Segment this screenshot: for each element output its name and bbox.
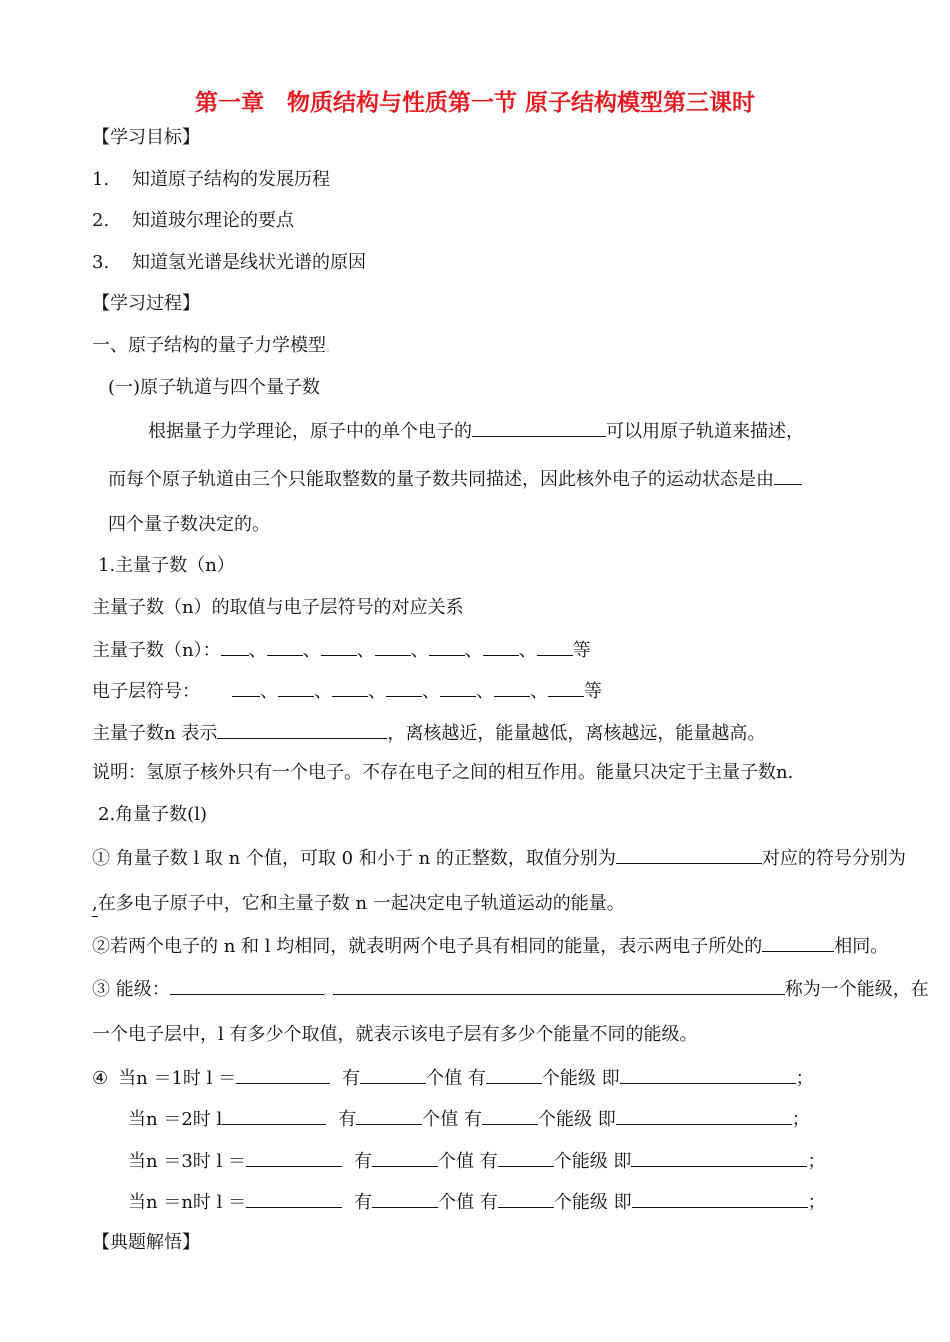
text-segment: 个值 有 — [437, 1151, 498, 1172]
fill-blank[interactable] — [222, 1106, 326, 1125]
text-segment: 当n ＝n时 l ＝ — [128, 1192, 247, 1213]
goals-heading: 【学习目标】 — [92, 127, 200, 148]
text-segment: 对应的符号分别为 — [761, 848, 906, 869]
separator: 、 — [260, 681, 278, 702]
goal-text: 知道原子结构的发展历程 — [132, 169, 330, 190]
text-segment: 个能级 即 — [537, 1109, 616, 1130]
text-segment: 在多电子原子中，它和主量子数 n 一起决定电子轨道运动的能量。 — [97, 893, 625, 914]
n-values-row — [92, 637, 591, 663]
clause-marker: ④ — [92, 1068, 109, 1089]
fill-blank[interactable] — [440, 678, 476, 697]
subsection-heading: (一)原子轨道与四个量子数 — [108, 377, 321, 398]
fill-blank[interactable] — [221, 637, 249, 656]
fill-blank[interactable] — [483, 637, 519, 656]
fill-blank[interactable] — [375, 637, 411, 656]
n-meaning-line — [92, 720, 765, 746]
fill-blank[interactable] — [762, 933, 834, 952]
separator: 、 — [476, 681, 494, 702]
fill-blank[interactable] — [486, 1065, 542, 1084]
text-segment: 个能级 即 — [541, 1068, 620, 1089]
text-segment: ① 角量子数 l 取 n 个值，可取 0 和小于 n 的正整数，取值分别为 — [92, 848, 616, 869]
text-segment: ，离核越近，能量越低，离核越远，能量越高。 — [387, 723, 766, 744]
fill-blank[interactable] — [616, 845, 762, 864]
text-segment: ； — [807, 1151, 826, 1172]
clause-1-line — [92, 845, 906, 871]
fill-blank[interactable] — [386, 678, 422, 697]
text-segment: 个能级 即 — [553, 1151, 632, 1172]
fill-blank[interactable] — [356, 1106, 422, 1125]
separator: 、 — [530, 681, 548, 702]
clause-3-continuation: 一个电子层中，l 有多少个取值，就表示该电子层有多少个能量不同的能级。 — [92, 1024, 698, 1045]
text-segment: 有 — [353, 1151, 372, 1172]
paragraph-line — [108, 466, 802, 492]
fill-blank[interactable] — [372, 1148, 438, 1167]
separator: 、 — [422, 681, 440, 702]
process-heading: 【学习过程】 — [92, 293, 200, 314]
row-label: 电子层符号： — [92, 681, 200, 702]
section-mark: 。 — [326, 344, 336, 354]
text-segment: 个值 有 — [438, 1192, 498, 1213]
separator: 、 — [314, 681, 332, 702]
fill-blank[interactable] — [631, 1148, 807, 1167]
section-heading — [92, 334, 335, 361]
row-end: 等 — [572, 640, 591, 661]
separator: 、 — [410, 640, 429, 661]
fill-blank[interactable] — [170, 976, 324, 995]
text-segment: 当n ＝3时 l ＝ — [128, 1151, 246, 1172]
separator: 、 — [248, 640, 267, 661]
fill-blank[interactable] — [774, 466, 802, 485]
goal-text: 知道玻尔理论的要点 — [132, 210, 294, 231]
section-text: 一、原子结构的量子力学模型 — [92, 335, 326, 356]
fill-blank[interactable] — [498, 1148, 554, 1167]
fill-blank[interactable] — [217, 720, 387, 739]
goal-item-3 — [92, 251, 366, 275]
text-segment: 个值 有 — [426, 1068, 486, 1089]
fill-blank[interactable] — [498, 1189, 554, 1208]
goal-item-1 — [92, 168, 330, 192]
fill-blank[interactable] — [537, 637, 573, 656]
fill-blank[interactable] — [232, 678, 260, 697]
clause-3-line — [92, 976, 929, 1005]
level-row-3 — [128, 1148, 825, 1174]
row-end: 等 — [584, 681, 602, 702]
row-label: 主量子数（n）： — [92, 640, 221, 661]
text-segment: 根据量子力学理论，原子中的单个电子的 — [148, 421, 472, 442]
text-segment: 个能级 即 — [553, 1192, 632, 1213]
fill-blank[interactable] — [494, 678, 530, 697]
goal-text: 知道氢光谱是线状光谱的原因 — [132, 252, 366, 273]
fill-blank[interactable] — [333, 976, 785, 995]
separator: 、 — [464, 640, 483, 661]
fill-blank[interactable] — [246, 1189, 342, 1208]
item-heading: 2.角量子数(l) — [98, 804, 207, 825]
text-segment: ； — [807, 1192, 826, 1213]
paragraph-line: 四个量子数决定的。 — [108, 514, 270, 535]
goal-item-2 — [92, 209, 294, 233]
fill-blank[interactable] — [429, 637, 465, 656]
text-segment: ②若两个电子的 n 和 l 均相同，就表明两个电子具有相同的能量，表示两电子所处的 — [92, 936, 763, 957]
fill-blank[interactable]: , — [92, 892, 98, 917]
text-segment: 主量子数n 表示 — [92, 723, 218, 744]
fill-blank[interactable] — [472, 418, 606, 437]
text-segment: 可以用原子轨道来描述， — [606, 421, 804, 442]
item-heading: 1.主量子数（n） — [98, 555, 235, 576]
text-segment: 而每个原子轨道由三个只能取整数的量子数共同描述，因此核外电子的运动状态是由 — [108, 469, 774, 490]
fill-blank[interactable] — [616, 1106, 792, 1125]
fill-blank[interactable] — [482, 1106, 538, 1125]
text-segment: 称为一个能级，在 — [784, 979, 929, 1000]
layer-symbols-row — [92, 678, 602, 704]
fill-blank[interactable] — [332, 678, 368, 697]
separator: 、 — [302, 640, 321, 661]
fill-blank[interactable] — [372, 1189, 438, 1208]
text-segment: 当n ＝2时 l — [128, 1109, 223, 1130]
separator: 、 — [518, 640, 537, 661]
text-mark: 。 — [323, 988, 333, 998]
fill-blank[interactable] — [620, 1065, 796, 1084]
goal-number: 2. — [92, 210, 110, 231]
fill-blank[interactable] — [548, 678, 584, 697]
text-segment: 当n ＝1时 l ＝ — [118, 1068, 237, 1089]
fill-blank[interactable] — [321, 637, 357, 656]
clause-2-line — [92, 933, 888, 959]
clause-1-continuation — [92, 892, 625, 917]
fill-blank[interactable] — [632, 1189, 808, 1208]
text-segment: 相同。 — [834, 936, 889, 957]
separator: 、 — [356, 640, 375, 661]
level-row-1 — [92, 1065, 814, 1091]
level-row-2 — [128, 1106, 810, 1132]
separator: 、 — [368, 681, 386, 702]
fill-blank[interactable] — [267, 637, 303, 656]
level-row-4 — [128, 1189, 826, 1215]
paragraph-line — [148, 418, 804, 444]
note-line: 说明：氢原子核外只有一个电子。不存在电子之间的相互作用。能量只决定于主量子数n. — [92, 762, 794, 783]
text-segment: ； — [795, 1068, 814, 1089]
text-segment: 有 — [338, 1109, 357, 1130]
text-segment: 个值 有 — [422, 1109, 482, 1130]
text-segment: 有 — [342, 1068, 361, 1089]
fill-blank[interactable] — [278, 678, 314, 697]
goal-number: 1. — [92, 169, 110, 190]
text-segment: ③ 能级： — [92, 979, 170, 1000]
fill-blank[interactable] — [246, 1148, 342, 1167]
examples-heading: 【典题解悟】 — [92, 1232, 200, 1253]
fill-blank[interactable] — [360, 1065, 426, 1084]
text-segment: ； — [791, 1109, 810, 1130]
item-description: 主量子数（n）的取值与电子层符号的对应关系 — [92, 597, 464, 618]
text-segment: 有 — [354, 1192, 373, 1213]
page-title: 第一章 物质结构与性质第一节 原子结构模型第三课时 — [194, 90, 755, 116]
goal-number: 3. — [92, 252, 110, 273]
fill-blank[interactable] — [236, 1065, 330, 1084]
